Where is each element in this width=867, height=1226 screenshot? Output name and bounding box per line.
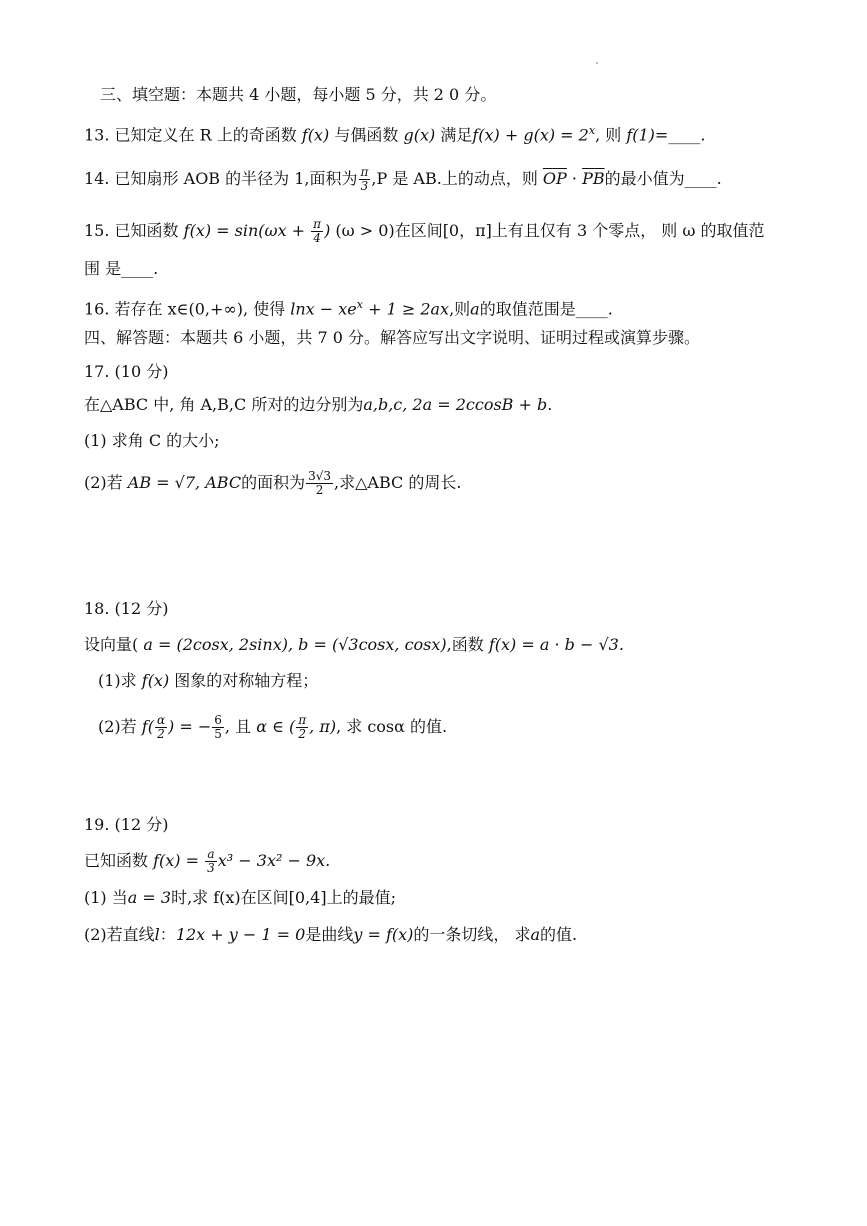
question-18-heading: 18. (12 分) bbox=[84, 599, 169, 618]
fraction: $\frac{\pi}{3}$ bbox=[360, 165, 369, 193]
section-fill-in-heading: 三、填空题：本题共 4 小题，每小题 5 分，共 2 0 分。 bbox=[100, 85, 497, 104]
fraction: $\frac{\alpha}{2}$ bbox=[156, 713, 166, 741]
fraction: $\frac{6}{5}$ bbox=[214, 713, 222, 741]
fraction: $\frac{\pi}{4}$ bbox=[313, 217, 322, 245]
question-15: 15. 已知函数 f(x) = sin(ωx + $\frac{\pi}{4}$ ) (ω > 0)在区间[0，π]上有且仅有 3 个零点， 则 ω 的取值范 bbox=[84, 217, 765, 245]
question-19-part-1: (1) 当a = 3时,求 f(x)在区间[0,4]上的最值; bbox=[84, 888, 396, 907]
question-17-part-1: (1) 求角 C 的大小; bbox=[84, 431, 220, 450]
fraction: $\frac{\pi}{2}$ bbox=[298, 713, 307, 741]
question-14: 14. 已知扇形 AOB 的半径为 1,面积为 $\frac{\pi}{3}$ ,P 是 AB.上的动点，则 $\overline{OP} \cdot \overline{PB}$的最小值为____. bbox=[84, 165, 722, 193]
question-17-part-2: (2)若 AB = √7, ABC的面积为 $\frac{3√3}{2}$ ,求△ABC 的周长. bbox=[84, 469, 462, 497]
fraction: $\frac{3√3}{2}$ bbox=[308, 469, 331, 497]
scan-speck bbox=[596, 62, 598, 64]
question-18-part-1: (1)求 f(x) 图象的对称轴方程； bbox=[98, 671, 319, 690]
question-18-stem: 设向量( a = (2cosx, 2sinx), b = (√3cosx, cosx),函数 f(x) = a · b − √3. bbox=[84, 635, 624, 654]
question-19-heading: 19. (12 分) bbox=[84, 815, 169, 834]
question-17-stem: 在△ABC 中, 角 A,B,C 所对的边分别为a,b,c, 2a = 2ccosB + b. bbox=[84, 395, 553, 414]
question-19-stem: 已知函数 f(x) = $\frac{a}{3}$ x³ − 3x² − 9x. bbox=[84, 847, 331, 875]
question-13: 13. 已知定义在 R 上的奇函数 f(x) 与偶函数 g(x) 满足$f(x) + g(x) = 2^x$, 则 f(1)=____. bbox=[84, 124, 706, 145]
question-16: 16. 若存在 x∈(0,+∞), 使得 $\ln x - xe^x + 1 \ge 2ax$,则a的取值范围是____. bbox=[84, 298, 613, 319]
question-15-continued: 围 是____. bbox=[84, 259, 159, 278]
fraction: $\frac{a}{3}$ bbox=[207, 847, 215, 875]
section-answer-heading: 四、解答题：本题共 6 小题，共 7 0 分。解答应写出文字说明、证明过程或演算步骤。 bbox=[84, 328, 700, 347]
question-19-part-2: (2)若直线l：12x + y − 1 = 0是曲线y = f(x)的一条切线， 求a的值. bbox=[84, 925, 578, 944]
question-17-heading: 17. (10 分) bbox=[84, 362, 169, 381]
question-18-part-2: (2)若 f( $\frac{\alpha}{2}$ ) = − $\frac{6}{5}$ , 且 α ∈ ( $\frac{\pi}{2}$ , π), 求 cosα 的值. bbox=[98, 713, 448, 741]
